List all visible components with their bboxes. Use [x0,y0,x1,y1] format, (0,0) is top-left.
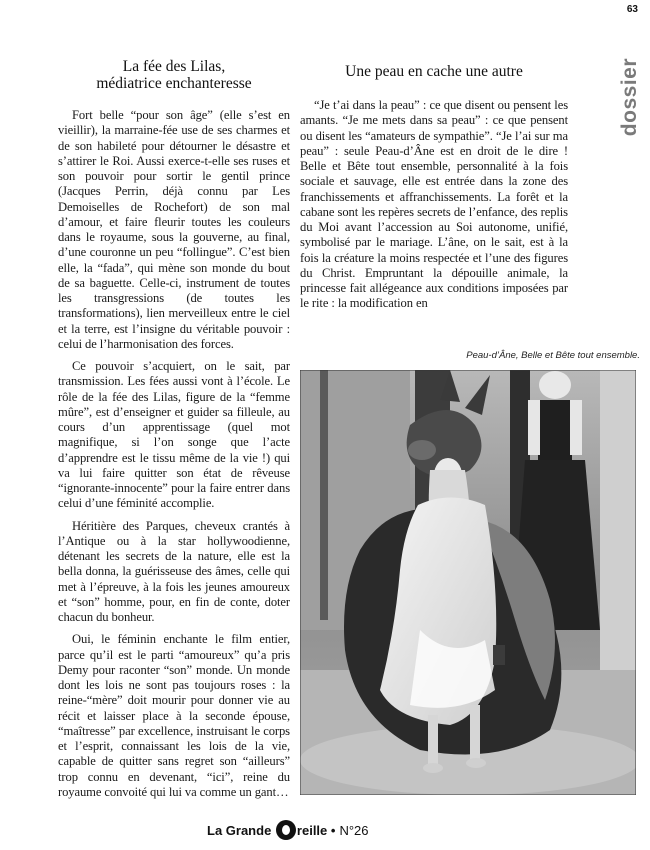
paragraph: Héritière des Parques, cheveux crantés à l’Antique ou à la star hollywoodienne, détenant les secrets de la nature, elle est la bella donna, la guérisseuse des âmes, celle qui met à l’épreuve, à la fois les jeunes amoureux et “son” homme, pour, en fin de conte, doter chacun du bonheur. [58,518,290,624]
right-article-title: Une peau en cache une autre [345,63,523,80]
left-article-title [58,58,290,92]
left-title-line2: médiatrice enchanteresse [96,75,252,92]
right-article-body [300,98,568,312]
footer-separator: • [330,822,336,838]
left-article-body [58,108,290,800]
right-column [300,58,568,312]
paragraph: Ce pouvoir s’acquiert, on le sait, par transmission. Les fées aussi vont à l’école. Le rôle de la fée des Lilas, figure de la “femme mûre”, est d’enseigner et guider sa filleule, au cours d’un apprentissage (quel mot magnifique, si l’on songe que l’acte d’apprendre est le tissu même de la vie !) qui va lui faire quitter son état de rêveuse “ignorante-innocente” pour la faire entrer dans celui d’une féminité accomplie. [58,359,290,511]
photo-caption: Peau-d’Âne, Belle et Bête tout ensemble. [466,350,640,361]
left-title-line1: La fée des Lilas, [122,58,226,75]
magazine-name-part1: La Grande [207,822,272,838]
issue-number: N°26 [339,822,369,838]
logo-o-icon [276,820,296,840]
paragraph: Oui, le féminin enchante le film entier, parce qu’il est le parti “amoureux” qu’a pris Demy pour raconter “son” monde. Un monde dont les lois ne sont pas toujours roses : la reine-“mère” doit mourir pour donner vie au récit et laisser place à la seconde épouse, “maîtresse” par excellence, instruisant le corps et l’esprit, connaissant les lois de la vie, capable de quitter sans regret son “ailleurs” trop connu en devenant, “ici”, reine du royaume convoité qui lui va comme un gant… [58,632,290,799]
section-label: dossier [618,58,641,137]
footer-magazine-logo [207,820,369,840]
photo-illustration [300,370,636,795]
page-number: 63 [626,4,638,15]
film-still-photo [300,370,636,795]
paragraph: “Je t’ai dans la peau” : ce que disent ou pensent les amants. “Je me mets dans sa peau” : ce que pensent ou disent les “amateurs de sympathie”. “Je l’ai sur ma peau” : seule Peau-d’Âne est en droit de le dire ! Belle et Bête tout ensemble, personnalité à la fois sociale et sauvage, elle est entrée dans la zone des franchissements et affranchissements. La forêt et la cabane sont les repères secrets de l’enfance, des replis du Moi avant l’accession au Soi autonome, unifié, symbolisé par le mariage. L’âne, on le sait, est à la fois la créature la moins respectée et l’une des figures du Christ. Empruntant la dépouille animale, la princesse fait allégeance aux conditions imposées par le rite : la modification en [300,98,568,311]
paragraph: Fort belle “pour son âge” (elle s’est en vieillir), la marraine-fée use de ses charmes et de son habileté pour détourner le désastre et s’attirer le Roi. Aussi exerce-t-elle ses ruses et son pouvoir pour sortir le gentil prince (Jacques Perrin, déjà connu par Les Demoiselles de Rochefort) de son mal d’amour, et faire fleurir toutes les couleurs dans le royaume, sous la gouverne, au final, d’une couronne un peu “follingue”. C’est bien elle, la “fada”, qui mène son monde du bout de sa baguette. Celle-ci, instrument de toutes les transgressions (de toutes les transformations), lien merveilleux entre le ciel et la terre, est l’insigne du véritable pouvoir : celui de l’harmonisation des forces. [58,108,290,351]
magazine-name-part2: reille [296,822,328,838]
left-column [58,58,290,800]
